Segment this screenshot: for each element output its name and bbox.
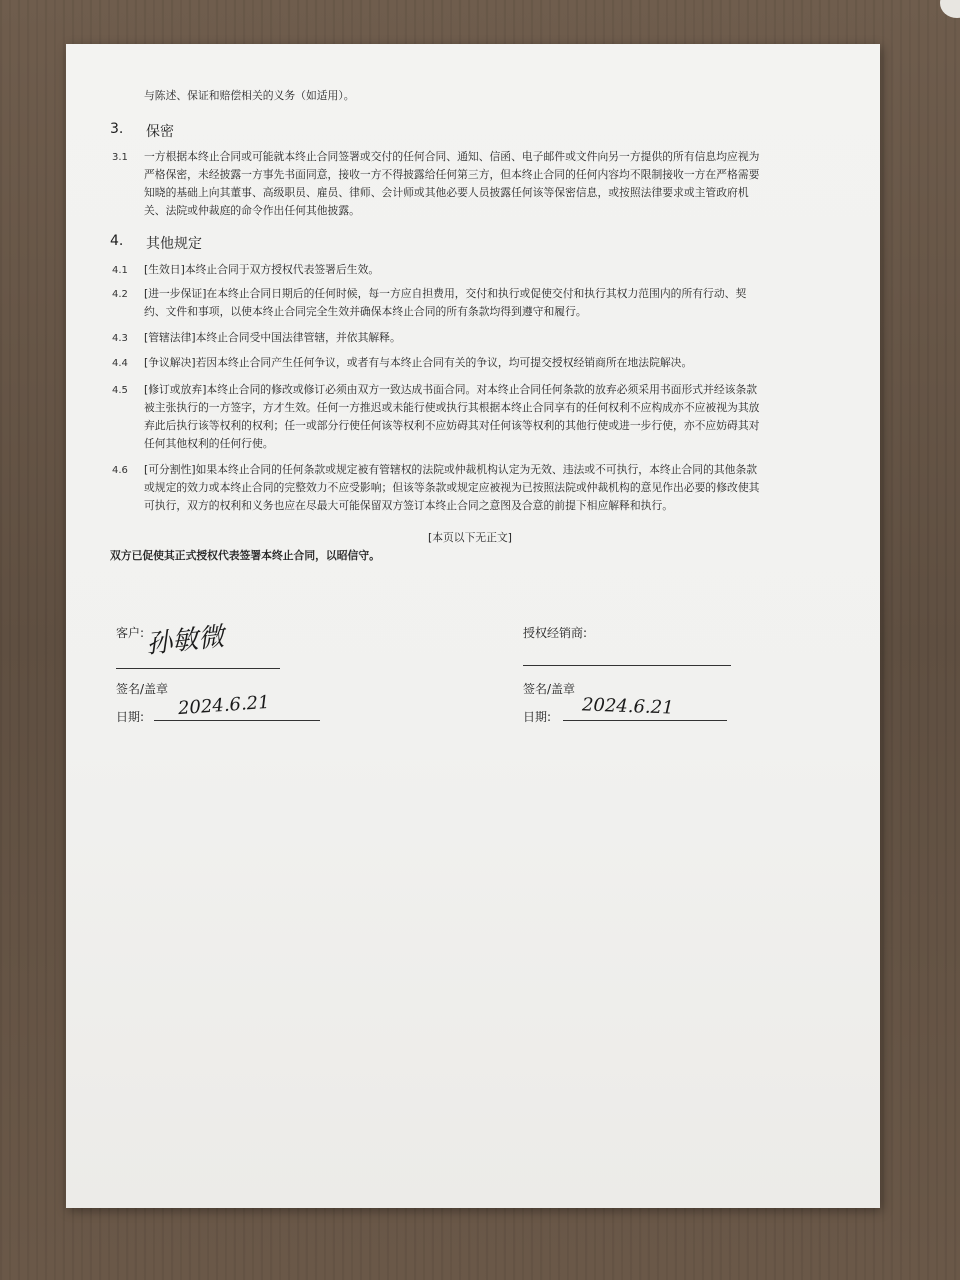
customer-date: 2024.6.21 <box>177 691 271 720</box>
clause-4-1-line: [生效日]本终止合同于双方授权代表签署后生效。 <box>144 263 380 276</box>
witness-line: 双方已促使其正式授权代表签署本终止合同，以昭信守。 <box>110 549 380 562</box>
clause-3-1-line: 严格保密，未经披露一方事先书面同意，接收一方不得披露给任何第三方，但本终止合同的任何内容均不限制接收一方在严格需要 <box>144 168 760 181</box>
section-4-title: 其他规定 <box>146 236 202 252</box>
dealer-label: 授权经销商: <box>523 626 588 640</box>
intro-line: 与陈述、保证和赔偿相关的义务（如适用）。 <box>144 89 355 102</box>
clause-3-1-line: 一方根据本终止合同或可能就本终止合同签署或交付的任何合同、通知、信函、电子邮件或文件向另一方提供的所有信息均应视为 <box>144 150 760 163</box>
customer-signature: 孙敏微 <box>144 621 226 660</box>
clause-4-2-line: 约、文件和事项，以使本终止合同完全生效并确保本终止合同的所有条款均得到遵守和履行。 <box>144 305 587 318</box>
background-object <box>940 0 960 18</box>
clause-4-5-line: 被主张执行的一方签字，方才生效。任何一方推迟或未能行使或执行其根据本终止合同享有的任何权利不应构成亦不应被视为其放 <box>144 401 760 414</box>
clause-3-1-line: 知晓的基础上向其董事、高级职员、雇员、律师、会计师或其他必要人员披露任何该等保密信息，或按照法律要求或主管政府机 <box>144 186 749 199</box>
clause-4-2-number: 4.2 <box>112 289 128 300</box>
clause-4-4-number: 4.4 <box>112 358 128 369</box>
clause-4-5-line: [修订或放弃]本终止合同的修改或修订必须由双方一致达成书面合同。对本终止合同任何条款的放弃必须采用书面形式并经该条款 <box>144 383 758 396</box>
dealer-date: 2024.6.21 <box>581 694 674 719</box>
section-4-number: 4. <box>110 233 124 249</box>
end-of-text-note: [本页以下无正文] <box>428 531 513 544</box>
dealer-date-line <box>563 720 727 721</box>
dealer-signature-line <box>523 665 731 666</box>
dealer-sign-label: 签名/盖章 <box>523 682 576 696</box>
customer-sign-label: 签名/盖章 <box>116 682 169 696</box>
clause-4-4-line: [争议解决]若因本终止合同产生任何争议，或者有与本终止合同有关的争议，均可提交授权经销商所在地法院解决。 <box>144 356 693 369</box>
customer-signature-line <box>116 668 280 669</box>
clause-4-5-line: 任何其他权利的任何行使。 <box>144 437 274 450</box>
section-3-title: 保密 <box>146 124 174 140</box>
contract-page <box>66 44 880 1208</box>
dealer-date-label: 日期: <box>523 710 552 724</box>
customer-date-label: 日期: <box>116 710 145 724</box>
customer-date-line <box>154 720 320 721</box>
clause-4-1-number: 4.1 <box>112 265 128 276</box>
clause-4-6-line: [可分割性]如果本终止合同的任何条款或规定被有管辖权的法院或仲裁机构认定为无效、违法或不可执行，本终止合同的其他条款 <box>144 463 758 476</box>
clause-4-2-line: [进一步保证]在本终止合同日期后的任何时候，每一方应自担费用，交付和执行或促使交付和执行其权力范围内的所有行动、契 <box>144 287 747 300</box>
clause-3-1-number: 3.1 <box>112 152 128 163</box>
clause-4-3-number: 4.3 <box>112 333 128 344</box>
clause-4-3-line: [管辖法律]本终止合同受中国法律管辖，并依其解释。 <box>144 331 401 344</box>
clause-4-5-number: 4.5 <box>112 385 128 396</box>
clause-3-1-line: 关、法院或仲裁庭的命令作出任何其他披露。 <box>144 204 360 217</box>
section-3-number: 3. <box>110 121 124 137</box>
clause-4-6-number: 4.6 <box>112 465 128 476</box>
clause-4-6-line: 可执行，双方的权利和义务也应在尽最大可能保留双方签订本终止合同之意图及合意的前提下相应解释和执行。 <box>144 499 674 512</box>
clause-4-6-line: 或规定的效力或本终止合同的完整效力不应受影响；但该等条款或规定应被视为已按照法院或仲裁机构的意见作出必要的修改使其 <box>144 481 760 494</box>
clause-4-5-line: 弃此后执行该等权利的权利；任一或部分行使任何该等权利不应妨碍其对任何该等权利的其他行使或进一步行使，亦不应妨碍其对 <box>144 419 760 432</box>
customer-label: 客户: <box>116 626 145 640</box>
